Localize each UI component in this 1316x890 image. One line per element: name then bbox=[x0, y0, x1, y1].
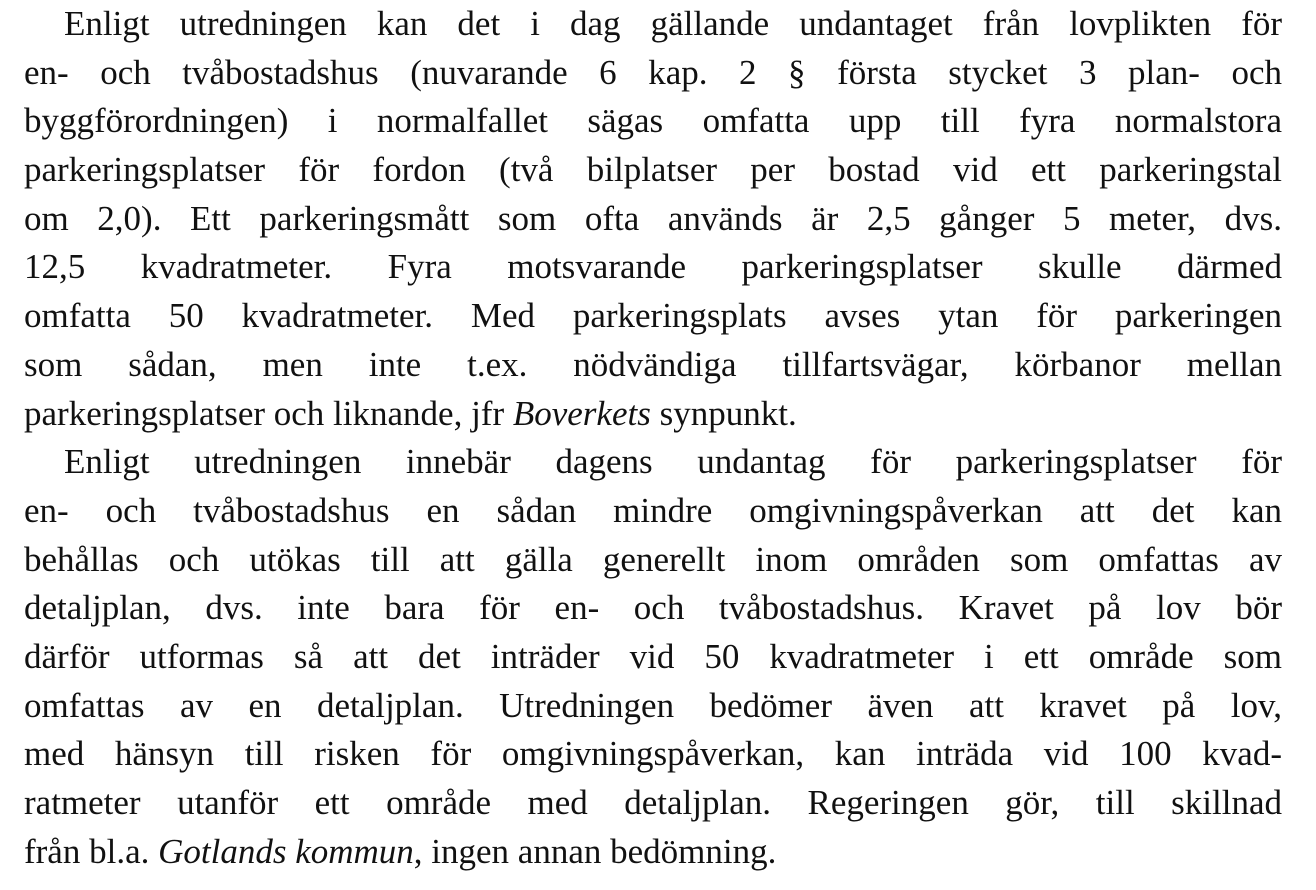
italic-reference: Boverkets bbox=[512, 393, 651, 433]
paragraph-line: detaljplan, dvs. inte bara för en- och tvåbostadshus. Kravet på lov bör bbox=[24, 588, 1282, 628]
line-text: , ingen annan bedömning. bbox=[413, 831, 777, 871]
paragraph-line: en- och tvåbostadshus (nuvarande 6 kap. 2 § första stycket 3 plan- och bbox=[24, 52, 1282, 92]
paragraph-line: som sådan, men inte t.ex. nödvändiga tillfartsvägar, körbanor mellan bbox=[24, 344, 1282, 384]
line-text: parkeringsplatser och liknande, jfr bbox=[24, 393, 513, 433]
italic-reference: Gotlands kommun bbox=[158, 831, 414, 871]
paragraph-line bbox=[24, 828, 1282, 877]
paragraph-line: en- och tvåbostadshus en sådan mindre omgivningspåverkan att det kan bbox=[24, 490, 1282, 530]
line-text: synpunkt. bbox=[650, 393, 797, 433]
paragraph-line: behållas och utökas till att gälla generellt inom områden som omfattas av bbox=[24, 539, 1282, 579]
paragraph-line: ratmeter utanför ett område med detaljplan. Regeringen gör, till skillnad bbox=[24, 783, 1282, 822]
paragraph-line: med hänsyn till risken för omgivningspåverkan, kan inträda vid 100 kvad- bbox=[24, 734, 1282, 774]
paragraph-line: omfatta 50 kvadratmeter. Med parkeringsplats avses ytan för parkeringen bbox=[24, 296, 1282, 336]
paragraph-line: omfattas av en detaljplan. Utredningen bedömer även att kravet på lov, bbox=[24, 685, 1282, 725]
paragraph-line: om 2,0). Ett parkeringsmått som ofta används är 2,5 gånger 5 meter, dvs. bbox=[24, 198, 1282, 238]
paragraph-line: parkeringsplatser för fordon (två bilplatser per bostad vid ett parkeringstal bbox=[24, 150, 1282, 190]
paragraph-1 bbox=[24, 0, 1282, 438]
paragraph-line bbox=[24, 390, 1282, 439]
paragraph-line: därför utformas så att det inträder vid 50 kvadratmeter i ett område som bbox=[24, 636, 1282, 676]
body-text bbox=[24, 0, 1282, 876]
paragraph-line: byggförordningen) i normalfallet sägas omfatta upp till fyra normalstora bbox=[24, 101, 1282, 141]
paragraph-2 bbox=[24, 438, 1282, 876]
paragraph-line: Enligt utredningen innebär dagens undantag för parkeringsplatser för bbox=[64, 442, 1282, 482]
line-text: från bl.a. bbox=[24, 831, 159, 871]
paragraph-line: 12,5 kvadratmeter. Fyra motsvarande parkeringsplatser skulle därmed bbox=[24, 247, 1282, 287]
paragraph-line: Enligt utredningen kan det i dag gällande undantaget från lovplikten för bbox=[64, 4, 1282, 43]
